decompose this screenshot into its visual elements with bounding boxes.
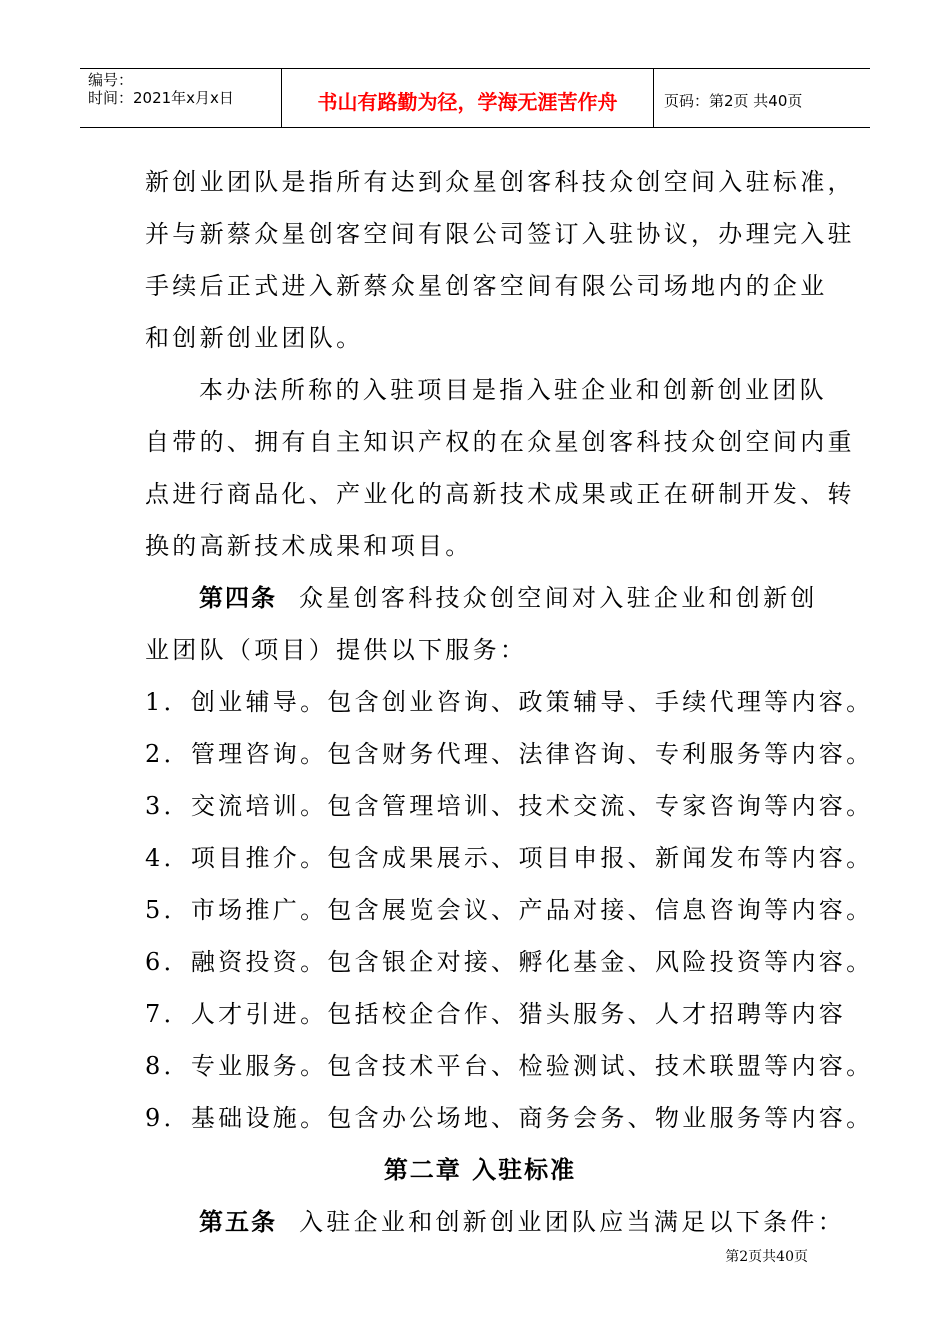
paragraph-line: 和创新创业团队。 (145, 324, 364, 352)
service-item: 2．管理咨询。包含财务代理、法律咨询、专利服务等内容。 (145, 740, 874, 768)
service-item: 6．融资投资。包含银企对接、孵化基金、风险投资等内容。 (145, 948, 874, 976)
article-5 (145, 1196, 845, 1248)
document-body (145, 156, 874, 1248)
date-line: 时间：2021年x月x日 (88, 89, 234, 107)
service-item: 5．市场推广。包含展览会议、产品对接、信息咨询等内容。 (145, 896, 874, 924)
motto: 书山有路勤为径，学海无涯苦作舟 (282, 69, 654, 127)
service-item: 9．基础设施。包含办公场地、商务会务、物业服务等内容。 (145, 1104, 874, 1132)
paragraph-line: 新创业团队是指所有达到众星创客科技众创空间入驻标准， (145, 168, 855, 196)
article-4-label: 第四条 (199, 584, 277, 612)
service-item: 1．创业辅导。包含创业咨询、政策辅导、手续代理等内容。 (145, 688, 874, 716)
paragraph-line: 本办法所称的入驻项目是指入驻企业和创新创业团队 (199, 376, 827, 404)
paragraph-line: 业团队（项目）提供以下服务： (145, 636, 528, 664)
header-left-cell (80, 69, 282, 127)
document-header (80, 68, 870, 128)
service-item: 3．交流培训。包含管理培训、技术交流、专家咨询等内容。 (145, 792, 874, 820)
article-5-text: 入驻企业和创新创业团队应当满足以下条件： (299, 1208, 845, 1236)
paragraph-line: 手续后正式进入新蔡众星创客空间有限公司场地内的企业 (145, 272, 828, 300)
paragraph-line: 换的高新技术成果和项目。 (145, 532, 473, 560)
chapter-title: 第二章 入驻标准 (383, 1156, 577, 1184)
article-4 (145, 572, 818, 624)
article-5-label: 第五条 (199, 1208, 277, 1236)
article-4-text: 众星创客科技众创空间对入驻企业和创新创 (299, 584, 818, 612)
paragraph-line: 点进行商品化、产业化的高新技术成果或正在研制开发、转 (145, 480, 855, 508)
page-code: 页码：第2页 共40页 (664, 91, 803, 110)
service-item: 4．项目推介。包含成果展示、项目申报、新闻发布等内容。 (145, 844, 874, 872)
page-footer: 第2页共40页 (725, 1249, 808, 1265)
paragraph-line: 并与新蔡众星创客空间有限公司签订入驻协议，办理完入驻 (145, 220, 855, 248)
service-item: 7．人才引进。包括校企合作、猎头服务、人才招聘等内容 (145, 1000, 847, 1028)
serial-label: 编号： (88, 71, 134, 89)
paragraph-line: 自带的、拥有自主知识产权的在众星创客科技众创空间内重 (145, 428, 855, 456)
service-item: 8．专业服务。包含技术平台、检验测试、技术联盟等内容。 (145, 1052, 874, 1080)
